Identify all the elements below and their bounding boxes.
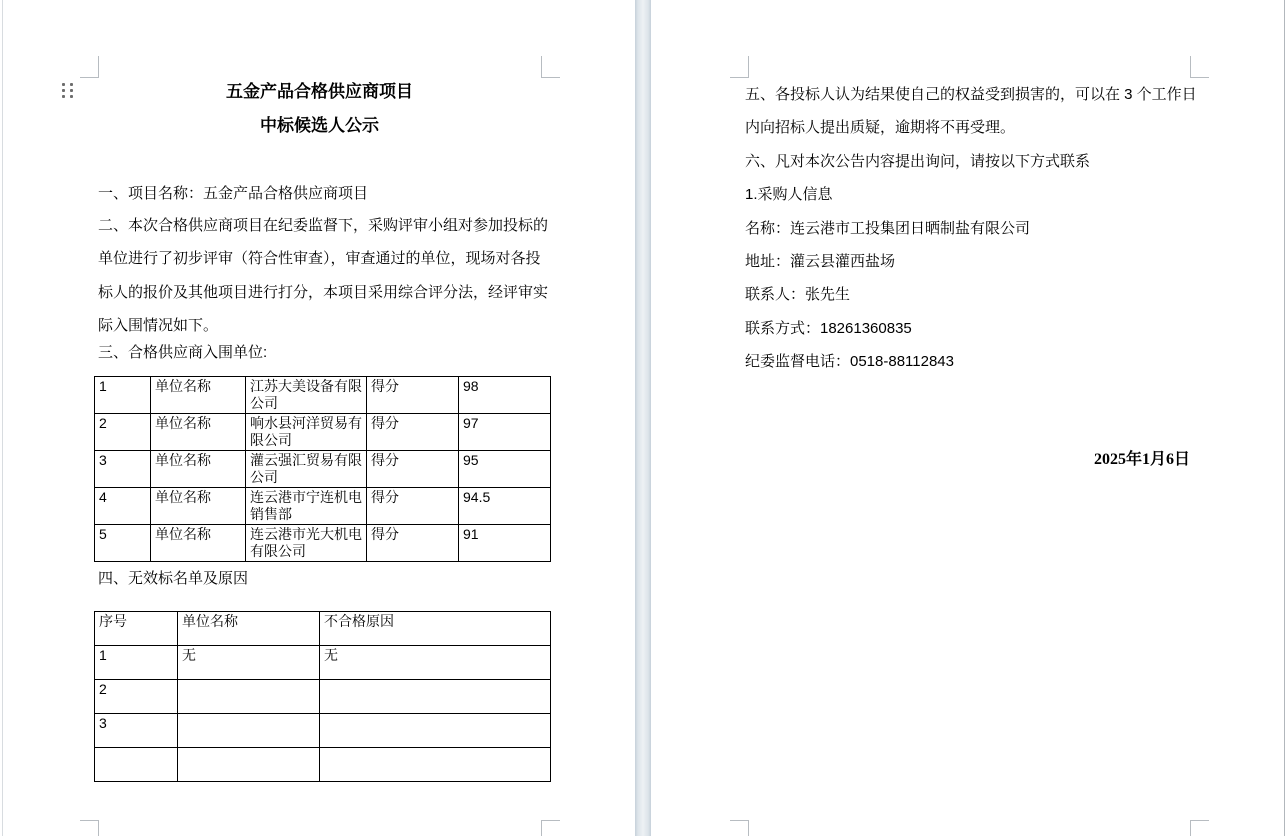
unit-name-cell[interactable] (178, 748, 320, 782)
supplier-rank-cell[interactable]: 1 (95, 377, 151, 414)
margin-crop-mark-top-left (80, 56, 99, 78)
score-value-cell[interactable]: 97 (459, 414, 551, 451)
margin-crop-mark-top-right (541, 56, 560, 78)
page-2 (651, 0, 1283, 836)
paragraph-line: 六、凡对本次公告内容提出询问，请按以下方式联系 (745, 152, 1091, 170)
table-row (95, 377, 551, 414)
unit-name-cell[interactable]: 无 (178, 646, 320, 680)
window-right-edge-line (1284, 0, 1285, 836)
score-label-cell[interactable]: 得分 (367, 525, 459, 562)
supplier-company-cell[interactable]: 连云港市宁连机电销售部 (246, 488, 367, 525)
doc-title-line1: 五金产品合格供应商项目 (226, 82, 413, 101)
header-reason-cell[interactable]: 不合格原因 (320, 612, 551, 646)
header-seq-cell[interactable]: 序号 (95, 612, 178, 646)
page-gap (635, 0, 651, 836)
table-row (95, 714, 551, 748)
doc-title-line2: 中标候选人公示 (260, 116, 379, 135)
paragraph-line: 标人的报价及其他项目进行打分，本项目采用综合评分法，经评审实 (98, 283, 549, 301)
section4-heading: 四、无效标名单及原因 (98, 570, 249, 587)
unit-name-cell[interactable] (178, 714, 320, 748)
buyer-name-line: 名称：连云港市工投集团日晒制盐有限公司 (745, 219, 1031, 237)
supplier-company-cell[interactable]: 灌云强汇贸易有限公司 (246, 451, 367, 488)
reason-cell[interactable] (320, 714, 551, 748)
table-row (95, 414, 551, 451)
announcement-date: 2025年1月6日 (1093, 451, 1190, 468)
paragraph-line: 五、各投标人认为结果使自己的权益受到损害的，可以在 3 个工作日 (745, 86, 1197, 103)
score-label-cell[interactable]: 得分 (367, 451, 459, 488)
paragraph-line: 二、本次合格供应商项目在纪委监督下，采购评审小组对参加投标的 (98, 217, 549, 234)
seq-cell[interactable]: 2 (95, 680, 178, 714)
supplier-name-label-cell[interactable]: 单位名称 (151, 488, 246, 525)
contact-person-line: 联系人：张先生 (745, 286, 851, 304)
supplier-company-cell[interactable]: 响水县河洋贸易有限公司 (246, 414, 367, 451)
score-label-cell[interactable]: 得分 (367, 377, 459, 414)
supervision-phone-line: 纪委监督电话：0518-88112843 (745, 353, 954, 371)
table-row (95, 488, 551, 525)
paragraph-line: 1.采购人信息 (745, 186, 833, 204)
supplier-rank-cell[interactable]: 5 (95, 525, 151, 562)
score-value-cell[interactable]: 94.5 (459, 488, 551, 525)
section3-heading: 三、合格供应商入围单位: (98, 344, 268, 361)
margin-crop-mark-top-right (1190, 56, 1209, 78)
margin-crop-mark-bottom-right (1190, 820, 1209, 836)
drag-handle-icon[interactable] (62, 83, 73, 98)
score-label-cell[interactable]: 得分 (367, 488, 459, 525)
score-value-cell[interactable]: 95 (459, 451, 551, 488)
reason-cell[interactable] (320, 748, 551, 782)
paragraph-line: 内向招标人提出质疑，逾期将不再受理。 (745, 119, 1016, 137)
seq-cell[interactable] (95, 748, 178, 782)
seq-cell[interactable]: 3 (95, 714, 178, 748)
margin-crop-mark-top-left (730, 56, 749, 78)
margin-crop-mark-bottom-left (730, 820, 749, 836)
score-value-cell[interactable]: 98 (459, 377, 551, 414)
page-1 (2, 0, 636, 836)
supplier-rank-cell[interactable]: 3 (95, 451, 151, 488)
margin-crop-mark-bottom-left (80, 820, 99, 836)
supplier-company-cell[interactable]: 江苏大美设备有限公司 (246, 377, 367, 414)
paragraph-line: 单位进行了初步评审（符合性审查），审查通过的单位，现场对各投 (98, 250, 541, 268)
header-unit-name-cell[interactable]: 单位名称 (178, 612, 320, 646)
contact-phone-line: 联系方式：18261360835 (745, 319, 912, 337)
seq-cell[interactable]: 1 (95, 646, 178, 680)
table-header-row (95, 612, 551, 646)
supplier-company-cell[interactable]: 连云港市光大机电有限公司 (246, 525, 367, 562)
unit-name-cell[interactable] (178, 680, 320, 714)
reason-cell[interactable]: 无 (320, 646, 551, 680)
invalid-bids-table (94, 611, 551, 782)
section2-paragraph (98, 209, 548, 343)
supplier-rank-cell[interactable]: 4 (95, 488, 151, 525)
buyer-address-line: 地址：灌云县灌西盐场 (745, 252, 896, 270)
margin-crop-mark-bottom-right (541, 820, 560, 836)
score-value-cell[interactable]: 91 (459, 525, 551, 562)
reason-cell[interactable] (320, 680, 551, 714)
supplier-name-label-cell[interactable]: 单位名称 (151, 377, 246, 414)
table-row (95, 680, 551, 714)
page2-body (745, 78, 1197, 379)
paragraph-line: 际入围情况如下。 (98, 317, 219, 335)
table-row (95, 646, 551, 680)
supplier-rank-cell[interactable]: 2 (95, 414, 151, 451)
supplier-name-label-cell[interactable]: 单位名称 (151, 525, 246, 562)
supplier-name-label-cell[interactable]: 单位名称 (151, 414, 246, 451)
qualified-suppliers-table (94, 376, 551, 562)
table-row (95, 525, 551, 562)
table-row (95, 748, 551, 782)
supplier-name-label-cell[interactable]: 单位名称 (151, 451, 246, 488)
table-row (95, 451, 551, 488)
score-label-cell[interactable]: 得分 (367, 414, 459, 451)
section1-project-name: 一、项目名称：五金产品合格供应商项目 (98, 185, 369, 202)
